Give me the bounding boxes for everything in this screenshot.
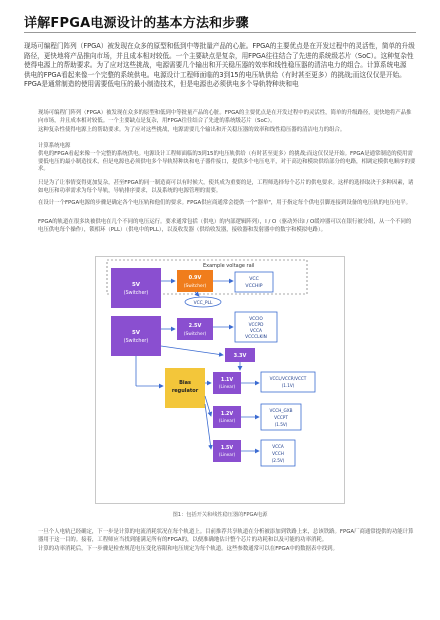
fpga-power-diagram	[95, 256, 345, 504]
rail-vcc-line2: VCCHIP	[245, 284, 263, 289]
svg-text:VCCL/VCCR/VCCT: VCCL/VCCR/VCCT	[269, 376, 307, 381]
switcher-5v-a-voltage: 5V	[131, 282, 141, 288]
reg-1.2v-block	[213, 406, 241, 428]
reg-1.2v-voltage: 1.2V	[220, 412, 234, 417]
title-divider	[24, 32, 416, 33]
reg-0.9v-voltage: 0.9V	[188, 275, 202, 281]
switcher-5v-b-kind: (Switcher)	[123, 339, 149, 344]
paragraph-4: 只是为了让事情变得更加复杂，甚至FPGA的同一制造商可以有时候大，使其成为重要的是，工程师选择每个芯片的供电要求。这样的选择取决于多种因素，诸如电压和功率需求为每个导轨，导轨排序要求，以及系统的电源管理的需要。	[38, 180, 414, 194]
svg-text:(2.5V): (2.5V)	[271, 458, 285, 463]
svg-text:VCCPD: VCCPD	[248, 323, 264, 328]
paragraph-8: 计算的功率消耗后，下一步骤是检查规范电压变化容限和电压规定为每个轨道。这些参数通常可以在FPGA中的数据表中找到。	[38, 546, 338, 553]
svg-text:VCCCLKIN: VCCCLKIN	[245, 335, 267, 340]
svg-text:(1.1V): (1.1V)	[281, 383, 295, 388]
switcher-5v-b-block	[111, 316, 161, 356]
reg-3.3v-voltage: 3.3V	[233, 353, 247, 359]
svg-text:VCCH: VCCH	[272, 451, 284, 456]
reg-0.9v-kind: (Switcher)	[183, 284, 207, 289]
bias-line1: Bias	[179, 380, 191, 386]
paragraph-6: FPGA的轨道在很多块被供电在几个不同的电压运行。要求通常包括（供电）的内部逻辑阵列），I / O（驱动外出I / O缓冲器可以在银行被分组，从一个不同的电压供电每个操作），锁相环（PLL）（供电中的PLL），以及收发器（供给收发器，接收器和发射器中的数字和模拟电路）。	[38, 219, 412, 233]
paragraph-7: 一旦个人电轨已经确定，下一步是计算的电流消耗状况在每个轨道上。目前推荐共享轨道在分析被添加到铁路上来，总该铁路。FPGA厂商通常提供的功能计算器用于这一目的。接着，工程师应当找到能满足所有的FPGA的，以便准确地估计整个芯片的功耗和以及可能的功率消耗。	[38, 529, 414, 543]
bias-line2: regulator	[171, 388, 199, 394]
rail-vcc-line1: VCC	[249, 277, 259, 282]
svg-text:VCCA: VCCA	[250, 329, 262, 334]
example-rail-label: Example voltage rail	[203, 263, 255, 269]
reg-1.5v-block	[213, 440, 241, 462]
reg-1.1v-voltage: 1.1V	[220, 378, 234, 383]
paragraph-3: 供电的FPGA看起来像一个完整的系统供电。电源设计工程师面临的3到15的电压轨供给（有时甚至更多）的挑战;而这仅仅是开始。FPGA是通常制造的使用需要低电压的最小制造技术，但是电源也必须供电多个导轨特种块和电子器件接口，提供多个电压电平，对于高边和模块供给部分的电路，相调定模供电顺序的要求。	[38, 151, 416, 173]
rail-vccl-box	[261, 372, 315, 392]
reg-1.5v-voltage: 1.5V	[220, 446, 234, 451]
reg-1.1v-kind: (Linear)	[218, 384, 236, 389]
switcher-5v-b-voltage: 5V	[131, 330, 141, 336]
switcher-5v-a-kind: (Switcher)	[123, 291, 149, 296]
intro-paragraph: 现场可编程门阵列（FPGA）被发现在众多的原型和低到中等批量产品的心脏。FPGA的主要优点是在开发过程中的灵活性，简单的升级路径，更快地将产品推向市场，并且成本相对较低。一个主要缺点是复杂，用FPGA往往结合了先进的系统级芯片（SoC）。这种复杂性使得电源上的帮助要求。为了应对这些挑战，电源需要几个输出和开关稳压器的效率和线性稳压器的清洁电力的组合。计算系统电源 供电的FPGA看起来像一个完整的系统供电。电源设计工程师面临的3到15的电压轨供给（有时甚至更多）的挑战;而这仅仅是开始。FPGA是通常制造的使用需要低电压的最小制造技术，但是电源也必须供电多个导轨特种块和电	[24, 42, 415, 89]
page-title: 详解FPGA电源设计的基本方法和步骤	[24, 16, 249, 31]
svg-text:VCCPT: VCCPT	[274, 415, 288, 420]
paragraph-1: 现场可编程门阵列（FPGA）被发现在众多的原型和低到中等批量产品的心脏。FPGA的主要优点是在开发过程中的灵活性，简单的升级路径，更快地将产品推向市场，并且成本相对较低。一个主要缺点是复杂，用FPGA往往结合了先进的系统级芯片（SoC）。	[38, 110, 412, 124]
switcher-5v-a-block	[111, 268, 161, 308]
reg-1.2v-kind: (Linear)	[218, 418, 236, 423]
reg-1.5v-kind: (Linear)	[218, 452, 236, 457]
heading-power-budget: 计算系统电源	[38, 143, 71, 149]
svg-text:VCCH_GXB: VCCH_GXB	[269, 408, 293, 413]
svg-text:(1.5V): (1.5V)	[274, 422, 288, 427]
paragraph-5: 在设计一个FPGA电源的步骤是确定各个电压轨和他们的要求。FPGA供应商通常会提供一个"器单"，用于指定每个供电引脚连接到设备的电压轨的电压电平。	[38, 200, 412, 206]
paragraph-2: 这种复杂性使得电源上的帮助要求。为了应对这些挑战，电源需要几个输出和开关稳压器的效率和线性稳压器的清洁电力的组合。	[38, 127, 346, 133]
rail-vcc-box	[235, 272, 273, 292]
figure-caption: 图1：包括开关和线性稳压器的FPGA电源	[172, 512, 268, 518]
svg-text:VCCA: VCCA	[272, 444, 284, 449]
reg-1.1v-block	[213, 372, 241, 394]
reg-2.5v-voltage: 2.5V	[188, 323, 202, 329]
rail-vccpll-label: VCC_PLL	[193, 301, 213, 306]
svg-text:VCCIO: VCCIO	[249, 317, 263, 322]
reg-2.5v-kind: (Switcher)	[183, 332, 207, 337]
bottom-section	[38, 529, 416, 554]
